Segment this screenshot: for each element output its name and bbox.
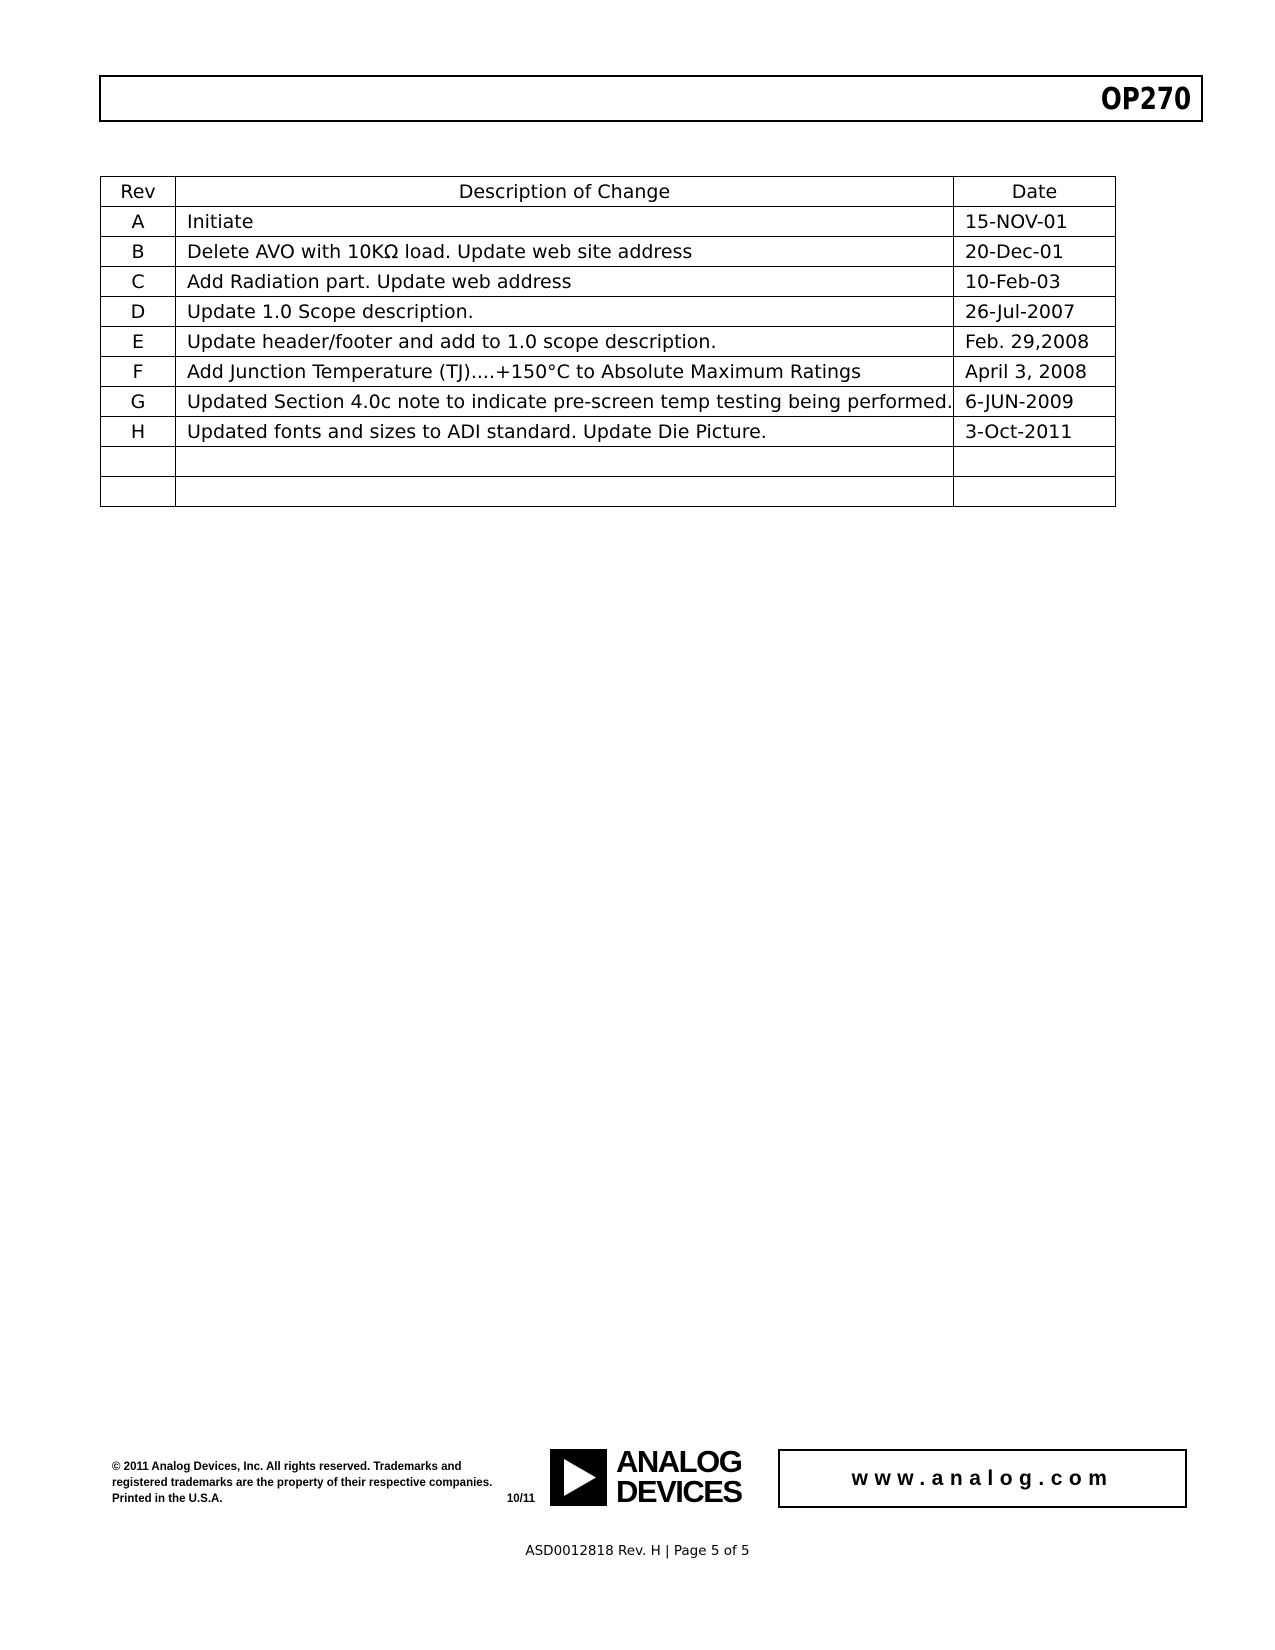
logo-triangle-icon xyxy=(550,1449,607,1506)
cell-date: 6-JUN-2009 xyxy=(953,387,1115,417)
copyright-line-3: Printed in the U.S.A. xyxy=(112,1493,223,1505)
copyright-notice xyxy=(112,1459,535,1507)
cell-date: 20-Dec-01 xyxy=(953,237,1115,267)
table-row xyxy=(101,267,1116,297)
cell-description: Updated fonts and sizes to ADI standard. Update Die Picture. xyxy=(176,417,954,447)
table-row xyxy=(101,237,1116,267)
cell-description: Update header/footer and add to 1.0 scope description. xyxy=(176,327,954,357)
cell-date: 3-Oct-2011 xyxy=(953,417,1115,447)
cell-description: Add Radiation part. Update web address xyxy=(176,267,954,297)
copyright-line-1: © 2011 Analog Devices, Inc. All rights reserved. Trademarks and xyxy=(112,1461,462,1473)
table-row xyxy=(101,357,1116,387)
cell-description xyxy=(176,477,954,507)
table-row xyxy=(101,297,1116,327)
table-header-row xyxy=(101,177,1116,207)
cell-rev: B xyxy=(101,237,176,267)
cell-description: Delete AVO with 10KΩ load. Update web site address xyxy=(176,237,954,267)
document-id-page-number: ASD0012818 Rev. H | Page 5 of 5 xyxy=(525,1543,750,1559)
cell-rev: E xyxy=(101,327,176,357)
cell-date: 10-Feb-03 xyxy=(953,267,1115,297)
header-bar xyxy=(99,75,1203,122)
cell-rev: C xyxy=(101,267,176,297)
cell-description: Initiate xyxy=(176,207,954,237)
analog-devices-logo xyxy=(550,1444,760,1509)
cell-rev: G xyxy=(101,387,176,417)
cell-rev: H xyxy=(101,417,176,447)
table-row xyxy=(101,417,1116,447)
cell-description: Add Junction Temperature (TJ)....+150°C to Absolute Maximum Ratings xyxy=(176,357,954,387)
cell-rev: D xyxy=(101,297,176,327)
cell-date xyxy=(953,447,1115,477)
revision-history-table xyxy=(100,176,1116,507)
cell-date: 15-NOV-01 xyxy=(953,207,1115,237)
print-code: 10/11 xyxy=(506,1493,535,1505)
table-row xyxy=(101,447,1116,477)
table-row xyxy=(101,207,1116,237)
cell-date: 26-Jul-2007 xyxy=(953,297,1115,327)
header-date: Date xyxy=(953,177,1115,207)
table-row xyxy=(101,477,1116,507)
header-rev: Rev xyxy=(101,177,176,207)
cell-date: Feb. 29,2008 xyxy=(953,327,1115,357)
part-number: OP270 xyxy=(1100,82,1191,117)
website-text: www.analog.com xyxy=(851,1466,1114,1490)
cell-rev xyxy=(101,477,176,507)
cell-rev: F xyxy=(101,357,176,387)
cell-date: April 3, 2008 xyxy=(953,357,1115,387)
cell-description xyxy=(176,447,954,477)
cell-description: Updated Section 4.0c note to indicate pre-screen temp testing being performed. xyxy=(176,387,954,417)
logo-word-analog: ANALOG xyxy=(616,1444,742,1479)
cell-rev: A xyxy=(101,207,176,237)
header-description: Description of Change xyxy=(176,177,954,207)
table-row xyxy=(101,327,1116,357)
cell-rev xyxy=(101,447,176,477)
cell-description: Update 1.0 Scope description. xyxy=(176,297,954,327)
copyright-line-2: registered trademarks are the property of their respective companies. xyxy=(112,1477,493,1489)
logo-word-devices: DEVICES xyxy=(616,1474,742,1509)
cell-date xyxy=(953,477,1115,507)
website-link[interactable] xyxy=(778,1449,1187,1508)
table-row xyxy=(101,387,1116,417)
